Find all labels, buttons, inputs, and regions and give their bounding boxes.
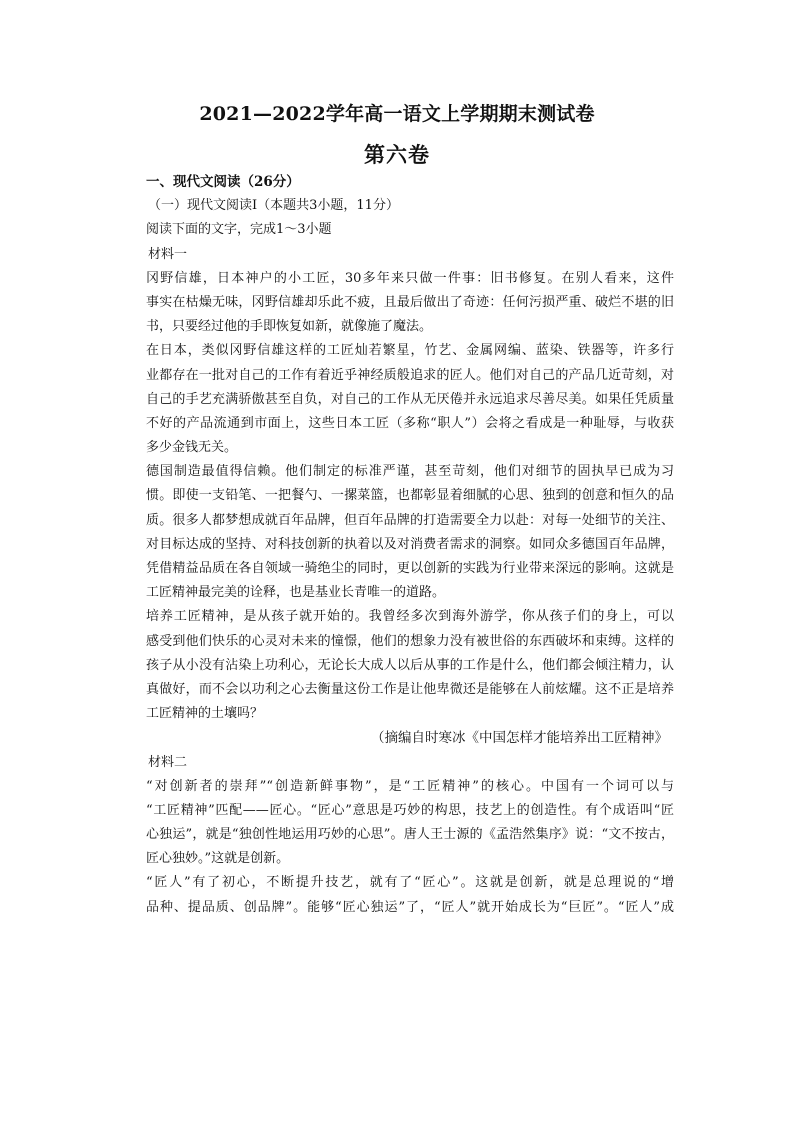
paragraph-line: 自己的手艺充满骄傲甚至自负，对自己的工作从无厌倦并永远追求尽善尽美。如果任凭质量 bbox=[146, 391, 674, 407]
paragraph-line: 书，只要经过他的手即恢复如新，就像施了魔法。 bbox=[146, 319, 433, 335]
paragraph-line: 对目标达成的坚持、对科技创新的执着以及对消费者需求的洞察。如同众多德国百年品牌， bbox=[146, 536, 674, 552]
material-one-label: 材料一 bbox=[148, 246, 188, 262]
exam-title: 2021—2022学年高一语文上学期期末测试卷 bbox=[199, 103, 595, 125]
paragraph-line: 业都存在一批对自己的工作有着近乎神经质般追求的匠人。他们对自己的产品几近苛刻，对 bbox=[146, 367, 674, 383]
paragraph-line: 匠心独妙。”这就是创新。 bbox=[146, 851, 290, 867]
paragraph-line: “对创新者的崇拜”“创造新鲜事物”，是“工匠精神”的核心。中国有一个词可以与 bbox=[146, 778, 674, 794]
paragraph-line: 工匠精神最完美的诠释，也是基业长青唯一的道路。 bbox=[146, 585, 446, 601]
reading-instruction: 阅读下面的文字，完成1～3小题 bbox=[146, 222, 332, 238]
material-two-text bbox=[146, 775, 674, 920]
paragraph-line: 在日本，类似冈野信雄这样的工匠灿若繁星，竹艺、金属网编、蓝染、铁器等，许多行 bbox=[146, 343, 674, 359]
material-one-text bbox=[146, 267, 674, 727]
paragraph-line: 品种、提品质、创品牌”。能够“匠心独运”了，“匠人”就开始成长为“巨匠”。“匠人”成 bbox=[146, 899, 674, 915]
material-two-label: 材料二 bbox=[148, 754, 188, 770]
exam-body bbox=[146, 170, 674, 920]
paragraph-line: 质。很多人都梦想成就百年品牌，但百年品牌的打造需要全力以赴：对每一处细节的关注、 bbox=[146, 512, 674, 528]
paragraph-line: 感受到他们快乐的心灵对未来的憧憬，他们的想象力没有被世俗的东西破坏和束缚。这样的 bbox=[146, 633, 674, 649]
section-heading: 一、现代文阅读（26分） bbox=[146, 174, 300, 190]
paragraph-line: 培养工匠精神，是从孩子就开始的。我曾经多次到海外游学，你从孩子们的身上，可以 bbox=[146, 609, 674, 625]
subsection-heading: （一）现代文阅读Ⅰ（本题共3小题，11分） bbox=[148, 198, 399, 214]
paragraph-line: “工匠精神”匹配——匠心。“匠心”意思是巧妙的构思，技艺上的创造性。有个成语叫“匠 bbox=[146, 802, 674, 818]
paragraph-line: 孩子从小没有沾染上功利心，无论长大成人以后从事的工作是什么，他们都会倾注精力，认 bbox=[146, 657, 674, 673]
paragraph-line: 工匠精神的土壤吗？ bbox=[146, 706, 264, 722]
exam-volume-title: 第六卷 bbox=[364, 142, 430, 167]
paragraph-line: 心独运”，就是“独创性地运用巧妙的心思”。唐人王士源的《孟浩然集序》说：“文不按古， bbox=[146, 827, 674, 843]
paragraph-line: 惯。即使一支铅笔、一把餐勺、一摞菜篮，也都彰显着细腻的心思、独到的创意和恒久的品 bbox=[146, 488, 674, 504]
paragraph-line: 真做好，而不会以功利之心去衡量这份工作是让他卑微还是能够在人前炫耀。这不正是培养 bbox=[146, 681, 674, 697]
paragraph-line: 德国制造最值得信赖。他们制定的标准严谨，甚至苛刻，他们对细节的固执早已成为习 bbox=[146, 464, 674, 480]
paragraph-line: 不好的产品流通到市面上，这些日本工匠（多称“职人”）会将之看成是一种耻辱，与收获 bbox=[146, 415, 674, 431]
paragraph-line: 事实在枯燥无味，冈野信雄却乐此不疲，且最后做出了奇迹：任何污损严重、破烂不堪的旧 bbox=[146, 294, 674, 310]
paragraph-line: 多少金钱无关。 bbox=[146, 440, 238, 456]
material-one-source: （摘编自时寒冰《中国怎样才能培养出工匠精神》 bbox=[371, 730, 668, 747]
paragraph-line: “匠人”有了初心，不断提升技艺，就有了“匠心”。这就是创新，就是总理说的“增 bbox=[146, 875, 674, 891]
paragraph-line: 凭借精益品质在各自领域一骑绝尘的同时，更以创新的实践为行业带来深远的影响。这就是 bbox=[146, 561, 674, 576]
paragraph-line: 冈野信雄，日本神户的小工匠，30多年来只做一件事：旧书修复。在别人看来，这件 bbox=[146, 270, 674, 286]
